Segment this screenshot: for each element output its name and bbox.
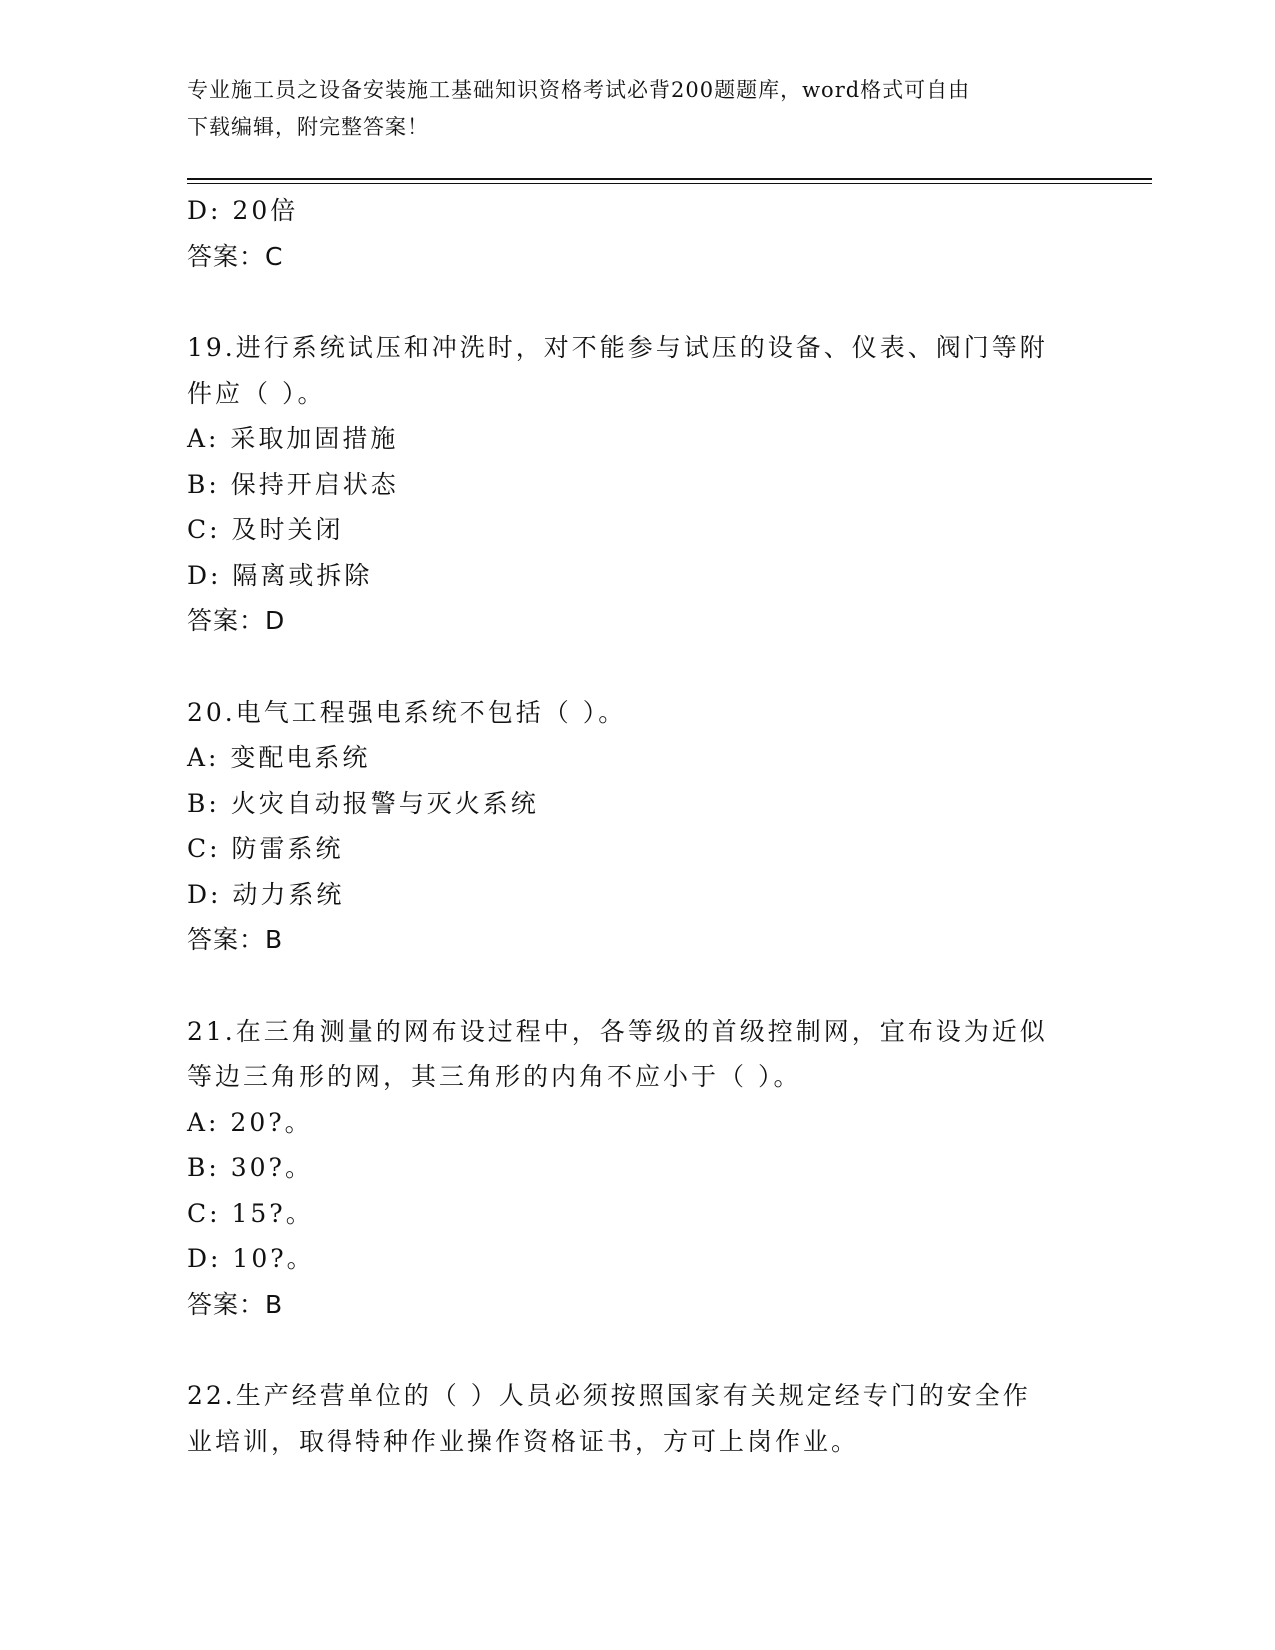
document-header (187, 72, 1087, 146)
header-line-2: 下载编辑，附完整答案！ (187, 115, 429, 139)
question-21-text-line-1: 21.在三角测量的网布设过程中，各等级的首级控制网，宜布设为近似 (187, 1016, 1048, 1046)
question-20 (187, 690, 1107, 963)
question-21-answer: 答案：B (187, 1289, 284, 1319)
question-20-answer: 答案：B (187, 925, 284, 954)
question-22-text-line-2: 业培训，取得特种作业操作资格证书，方可上岗作业。 (187, 1426, 860, 1456)
prev-option-d: D: 20倍 (187, 196, 299, 225)
question-21-text-line-2: 等边三角形的网，其三角形的内角不应小于（ ）。 (187, 1062, 802, 1091)
header-line-1: 专业施工员之设备安装施工基础知识资格考试必背200题题库，word格式可自由 (187, 78, 971, 102)
question-20-option-c: C: 防雷系统 (187, 834, 344, 863)
question-21-option-c: C: 15?。 (187, 1198, 314, 1228)
question-21-option-a: A: 20?。 (187, 1107, 313, 1137)
question-20-option-d: D: 动力系统 (187, 879, 345, 909)
question-21-option-d: D: 10?。 (187, 1244, 315, 1273)
question-list (187, 188, 1107, 1464)
spacer (187, 644, 1107, 690)
question-20-text-line-1: 20.电气工程强电系统不包括（ ）。 (187, 697, 627, 727)
question-19 (187, 325, 1107, 644)
question-19-option-b: B: 保持开启状态 (187, 469, 399, 499)
question-20-option-b: B: 火灾自动报警与灭火系统 (187, 788, 539, 818)
question-21-option-b: B: 30?。 (187, 1153, 313, 1182)
spacer (187, 963, 1107, 1009)
header-divider-thin (187, 183, 1152, 184)
question-19-option-a: A: 采取加固措施 (187, 424, 399, 453)
question-19-text-line-2: 件应（ ）。 (187, 378, 326, 408)
header-divider-thick (187, 178, 1152, 180)
question-22 (187, 1373, 1107, 1464)
question-19-answer: 答案：D (187, 606, 286, 635)
question-21 (187, 1009, 1107, 1328)
spacer (187, 279, 1107, 325)
question-20-option-a: A: 变配电系统 (187, 743, 371, 772)
question-19-option-c: C: 及时关闭 (187, 515, 344, 544)
question-22-text-line-1: 22.生产经营单位的（ ）人员必须按照国家有关规定经专门的安全作 (187, 1381, 1031, 1410)
question-19-text-line-1: 19.进行系统试压和冲洗时，对不能参与试压的设备、仪表、阀门等附 (187, 333, 1048, 362)
prev-answer: 答案：C (187, 241, 284, 271)
question-19-option-d: D: 隔离或拆除 (187, 560, 373, 590)
spacer (187, 1327, 1107, 1373)
